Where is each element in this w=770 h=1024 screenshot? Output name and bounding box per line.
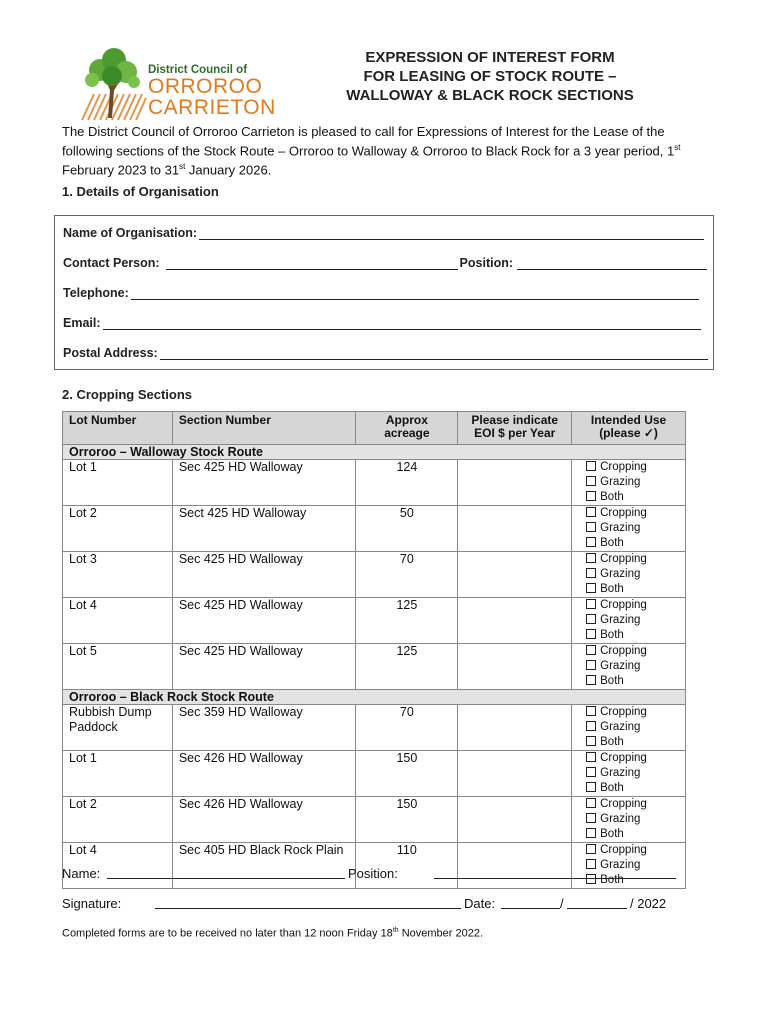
use-option-label: Grazing <box>600 614 641 626</box>
acreage-cell: 70 <box>356 705 458 751</box>
checkbox-icon[interactable] <box>586 813 596 823</box>
col-intended-use: Intended Use (please ✓) <box>572 412 686 445</box>
checkbox-icon[interactable] <box>586 507 596 517</box>
intended-use-cell <box>572 797 686 843</box>
use-option-label: Grazing <box>600 813 641 825</box>
checkbox-icon[interactable] <box>586 537 596 547</box>
use-option-label: Cropping <box>600 553 647 565</box>
use-option <box>586 659 679 674</box>
section-number-cell: Sec 425 HD Walloway <box>172 644 356 690</box>
route-group-name: Orroroo – Black Rock Stock Route <box>63 690 686 705</box>
use-option-label: Grazing <box>600 859 641 871</box>
use-option <box>586 751 679 766</box>
use-option <box>586 812 679 827</box>
use-option <box>586 781 679 796</box>
date-day-field[interactable] <box>501 896 560 909</box>
use-option-label: Cropping <box>600 461 647 473</box>
use-option <box>586 644 679 659</box>
route-group-row <box>63 690 686 705</box>
lot-number-cell: Lot 4 <box>63 598 173 644</box>
logo-carrieton-text: CARRIETON <box>148 96 276 119</box>
checkbox-icon[interactable] <box>586 782 596 792</box>
acreage-cell: 50 <box>356 506 458 552</box>
name-field[interactable] <box>107 866 345 879</box>
date-separator: / <box>560 896 564 911</box>
postal-label: Postal Address: <box>63 346 158 360</box>
use-option-label: Cropping <box>600 599 647 611</box>
use-option-label: Cropping <box>600 798 647 810</box>
table-row <box>63 751 686 797</box>
use-option-label: Cropping <box>600 645 647 657</box>
eoi-price-cell[interactable] <box>458 797 572 843</box>
use-option-label: Both <box>600 629 624 641</box>
org-name-field[interactable] <box>199 227 704 240</box>
telephone-row <box>63 286 699 300</box>
use-option-label: Both <box>600 782 624 794</box>
use-option <box>586 475 679 490</box>
postal-row <box>63 346 708 360</box>
route-group-name: Orroroo – Walloway Stock Route <box>63 445 686 460</box>
checkbox-icon[interactable] <box>586 568 596 578</box>
table-row <box>63 460 686 506</box>
section-1-heading: 1. Details of Organisation <box>62 184 219 199</box>
checkbox-icon[interactable] <box>586 736 596 746</box>
eoi-price-cell[interactable] <box>458 552 572 598</box>
eoi-price-cell[interactable] <box>458 705 572 751</box>
col-lot-number: Lot Number <box>63 412 173 445</box>
col-eoi: Please indicate EOI $ per Year <box>458 412 572 445</box>
signoff-position-label: Position: <box>348 866 398 881</box>
table-row <box>63 797 686 843</box>
use-option <box>586 843 679 858</box>
use-option-label: Grazing <box>600 660 641 672</box>
use-option <box>586 797 679 812</box>
use-option <box>586 735 679 750</box>
intended-use-cell <box>572 598 686 644</box>
use-option <box>586 521 679 536</box>
intro-paragraph: The District Council of Orroroo Carrieton is pleased to call for Expressions of Interest for the Lease of the following sections of the Stock Route – Orroroo to Walloway & Orroroo to Black Rock for a 3 year period, 1st February 2023 to 31st January 2026. <box>62 124 681 178</box>
use-option <box>586 613 679 628</box>
contact-field[interactable] <box>166 257 458 270</box>
checkbox-icon[interactable] <box>586 614 596 624</box>
table-row <box>63 552 686 598</box>
lot-number-cell: Lot 4 <box>63 843 173 889</box>
section-number-cell: Sec 425 HD Walloway <box>172 552 356 598</box>
acreage-cell: 124 <box>356 460 458 506</box>
eoi-price-cell[interactable] <box>458 751 572 797</box>
use-option-label: Grazing <box>600 522 641 534</box>
logo-district-text: District Council of <box>148 64 248 76</box>
cropping-sections-table <box>62 411 686 889</box>
checkbox-icon[interactable] <box>586 461 596 471</box>
use-option <box>586 506 679 521</box>
intended-use-cell <box>572 460 686 506</box>
use-option-label: Grazing <box>600 568 641 580</box>
use-option-label: Both <box>600 874 624 886</box>
eoi-price-cell[interactable] <box>458 460 572 506</box>
checkbox-icon[interactable] <box>586 706 596 716</box>
title-line-2: FOR LEASING OF STOCK ROUTE – <box>363 68 617 85</box>
checkbox-icon[interactable] <box>586 660 596 670</box>
telephone-field[interactable] <box>131 287 699 300</box>
lot-number-cell: Rubbish Dump Paddock <box>63 705 173 751</box>
lot-number-cell: Lot 2 <box>63 797 173 843</box>
lot-number-cell: Lot 1 <box>63 460 173 506</box>
use-option <box>586 705 679 720</box>
email-label: Email: <box>63 316 101 330</box>
col-acreage: Approx acreage <box>356 412 458 445</box>
organisation-details-box <box>54 215 714 370</box>
use-option-label: Both <box>600 537 624 549</box>
table-header-row <box>63 412 686 445</box>
title-line-3: WALLOWAY & BLACK ROCK SECTIONS <box>346 87 634 104</box>
checkbox-icon[interactable] <box>586 828 596 838</box>
intended-use-cell <box>572 552 686 598</box>
checkbox-icon[interactable] <box>586 491 596 501</box>
col-section-number: Section Number <box>172 412 356 445</box>
use-option-label: Cropping <box>600 706 647 718</box>
checkbox-icon[interactable] <box>586 476 596 486</box>
use-option <box>586 720 679 735</box>
checkbox-icon[interactable] <box>586 798 596 808</box>
use-option-label: Both <box>600 583 624 595</box>
intended-use-cell <box>572 751 686 797</box>
checkbox-icon[interactable] <box>586 553 596 563</box>
acreage-cell: 110 <box>356 843 458 889</box>
checkbox-icon[interactable] <box>586 645 596 655</box>
use-option-label: Both <box>600 675 624 687</box>
org-name-label: Name of Organisation: <box>63 226 198 240</box>
position-label: Position: <box>459 256 514 270</box>
date-year: / 2022 <box>630 896 667 911</box>
section-number-cell: Sec 425 HD Walloway <box>172 598 356 644</box>
org-name-row <box>63 226 704 240</box>
checkbox-icon[interactable] <box>586 721 596 731</box>
use-option <box>586 827 679 842</box>
tree-logo-icon <box>78 46 148 120</box>
section-2-heading: 2. Cropping Sections <box>62 387 193 402</box>
use-option-label: Grazing <box>600 721 641 733</box>
eoi-price-cell[interactable] <box>458 506 572 552</box>
name-label: Name: <box>62 866 101 881</box>
use-option-label: Both <box>600 736 624 748</box>
use-option <box>586 460 679 475</box>
checkbox-icon[interactable] <box>586 522 596 532</box>
acreage-cell: 125 <box>356 598 458 644</box>
postal-field[interactable] <box>160 347 708 360</box>
use-option <box>586 567 679 582</box>
table-row <box>63 644 686 690</box>
section-number-cell: Sec 425 HD Walloway <box>172 460 356 506</box>
signoff-position-field[interactable] <box>434 866 676 879</box>
intended-use-cell <box>572 644 686 690</box>
signature-field[interactable] <box>155 896 461 909</box>
checkbox-icon[interactable] <box>586 844 596 854</box>
email-row <box>63 316 701 330</box>
use-option-label: Grazing <box>600 476 641 488</box>
use-option-label: Cropping <box>600 507 647 519</box>
use-option <box>586 598 679 613</box>
acreage-cell: 150 <box>356 797 458 843</box>
checkbox-icon[interactable] <box>586 599 596 609</box>
use-option <box>586 552 679 567</box>
lot-number-cell: Lot 2 <box>63 506 173 552</box>
checkbox-icon[interactable] <box>586 629 596 639</box>
logo-orroroo-text: ORROROO <box>148 75 263 98</box>
use-option <box>586 766 679 781</box>
section-number-cell: Sec 405 HD Black Rock Plain <box>172 843 356 889</box>
section-number-cell: Sec 426 HD Walloway <box>172 797 356 843</box>
table-row <box>63 506 686 552</box>
acreage-cell: 150 <box>356 751 458 797</box>
signature-label: Signature: <box>62 896 122 911</box>
use-option <box>586 490 679 505</box>
use-option-label: Grazing <box>600 767 641 779</box>
use-option-label: Both <box>600 491 624 503</box>
intended-use-cell <box>572 705 686 751</box>
position-field[interactable] <box>517 257 707 270</box>
route-group-row <box>63 445 686 460</box>
use-option-label: Cropping <box>600 752 647 764</box>
use-option <box>586 628 679 643</box>
form-title <box>330 48 650 105</box>
section-number-cell: Sec 426 HD Walloway <box>172 751 356 797</box>
intended-use-cell <box>572 506 686 552</box>
use-option <box>586 582 679 597</box>
lot-number-cell: Lot 1 <box>63 751 173 797</box>
checkbox-icon[interactable] <box>586 675 596 685</box>
use-option-label: Both <box>600 828 624 840</box>
eoi-price-cell[interactable] <box>458 598 572 644</box>
submission-deadline-note: Completed forms are to be received no later than 12 noon Friday 18th November 2022. <box>62 927 484 940</box>
checkbox-icon[interactable] <box>586 583 596 593</box>
section-number-cell: Sect 425 HD Walloway <box>172 506 356 552</box>
title-line-1: EXPRESSION OF INTEREST FORM <box>365 49 615 66</box>
lot-number-cell: Lot 3 <box>63 552 173 598</box>
use-option-label: Cropping <box>600 844 647 856</box>
telephone-label: Telephone: <box>63 286 129 300</box>
date-label: Date: <box>464 896 496 911</box>
acreage-cell: 125 <box>356 644 458 690</box>
contact-label: Contact Person: <box>63 256 160 270</box>
contact-row <box>63 256 707 270</box>
date-month-field[interactable] <box>567 896 627 909</box>
use-option <box>586 536 679 551</box>
table-row <box>63 598 686 644</box>
use-option <box>586 674 679 689</box>
checkbox-icon[interactable] <box>586 752 596 762</box>
eoi-price-cell[interactable] <box>458 644 572 690</box>
section-number-cell: Sec 359 HD Walloway <box>172 705 356 751</box>
acreage-cell: 70 <box>356 552 458 598</box>
checkbox-icon[interactable] <box>586 767 596 777</box>
table-row <box>63 705 686 751</box>
council-logo <box>78 46 278 120</box>
lot-number-cell: Lot 5 <box>63 644 173 690</box>
email-field[interactable] <box>103 317 701 330</box>
